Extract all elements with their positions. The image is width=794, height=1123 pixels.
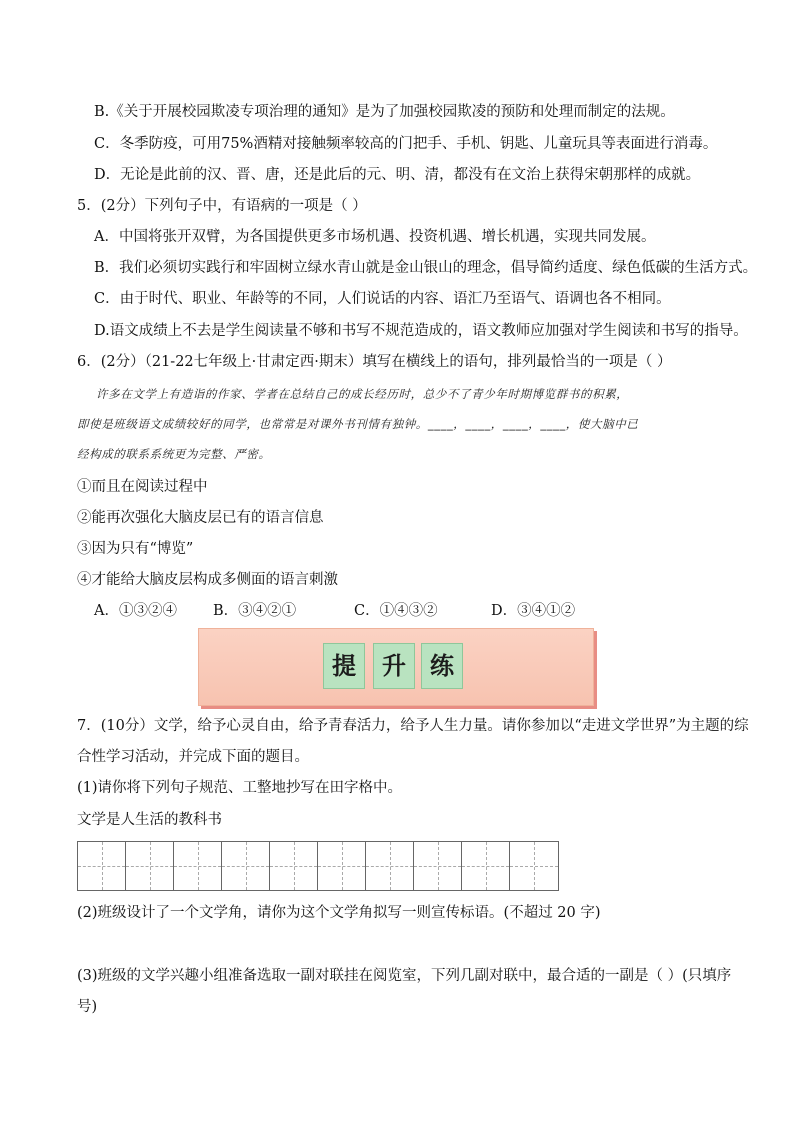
tianzige-grid[interactable] — [77, 841, 559, 891]
q6-option-a: A．①③②④ — [94, 603, 177, 619]
q6-option-c: C．①④③② — [354, 603, 438, 619]
q5-option-d: D.语文成绩上不去是学生阅读量不够和书写不规范造成的，语文教师应加强对学生阅读和书写的指导。 — [94, 323, 748, 339]
q4-option-d: D．无论是此前的汉、晋、唐，还是此后的元、明、清，都没有在文治上获得宋朝那样的成就。 — [94, 167, 701, 183]
q7-sub-question-3-line-2: 号) — [77, 999, 98, 1015]
banner-char-2: 升 — [373, 643, 415, 689]
q7-sub-question-1: (1)请你将下列句子规范、工整地抄写在田字格中。 — [77, 780, 403, 796]
q7-sub-question-2: (2)班级设计了一个文学角，请你为这个文学角拟写一则宣传标语。(不超过 20 字) — [77, 905, 601, 921]
tianzige-cell[interactable] — [270, 842, 318, 890]
q6-passage-line-3: 经构成的联系系统更为完整、严密。 — [77, 447, 271, 461]
q7-stem-line-1: 7．(10分）文学，给予心灵自由，给予青春活力，给予人生力量。请你参加以“走进文学世界”为主题的综 — [77, 718, 749, 734]
q6-item-3: ③因为只有“博览” — [77, 541, 194, 557]
q7-copy-sentence: 文学是人生活的教科书 — [77, 812, 222, 828]
banner-char-1: 提 — [323, 643, 365, 689]
q6-item-4: ④才能给大脑皮层构成多侧面的语言刺激 — [77, 572, 338, 588]
q6-item-2: ②能再次强化大脑皮层已有的语言信息 — [77, 510, 324, 526]
q7-sub-question-3-line-1: (3)班级的文学兴趣小组准备选取一副对联挂在阅览室，下列几副对联中，最合适的一副是（ ）(只填序 — [77, 968, 732, 984]
q6-stem: 6．(2分）（21-22七年级上·甘肃定西·期末）填写在横线上的语句，排列最恰当的一项是（ ） — [77, 354, 672, 370]
banner-char-3: 练 — [421, 643, 463, 689]
q5-option-a: A．中国将张开双臂，为各国提供更多市场机遇、投资机遇、增长机遇，实现共同发展。 — [94, 229, 656, 245]
tianzige-cell[interactable] — [222, 842, 270, 890]
tianzige-cell[interactable] — [462, 842, 510, 890]
q5-option-b: B．我们必须切实践行和牢固树立绿水青山就是金山银山的理念，倡导简约适度、绿色低碳的生活方式。 — [94, 260, 758, 276]
q5-stem: 5．(2分）下列句子中，有语病的一项是（ ） — [77, 198, 367, 214]
q4-option-b: B.《关于开展校园欺凌专项治理的通知》是为了加强校园欺凌的预防和处理而制定的法规。 — [94, 104, 675, 120]
q6-passage-line-2: 即使是班级语文成绩较好的同学，也常常是对课外书刊情有独钟。____，____，____，____，使大脑中已 — [77, 417, 639, 431]
q6-option-b: B．③④②① — [213, 603, 297, 619]
tianzige-cell[interactable] — [414, 842, 462, 890]
tianzige-cell[interactable] — [174, 842, 222, 890]
tianzige-cell[interactable] — [510, 842, 558, 890]
tianzige-cell[interactable] — [366, 842, 414, 890]
q4-option-c: C．冬季防疫，可用75%酒精对接触频率较高的门把手、手机、钥匙、儿童玩具等表面进行消毒。 — [94, 136, 718, 152]
section-banner — [198, 628, 594, 706]
q6-item-1: ①而且在阅读过程中 — [77, 479, 208, 495]
tianzige-cell[interactable] — [126, 842, 174, 890]
q5-option-c: C．由于时代、职业、年龄等的不同，人们说话的内容、语汇乃至语气、语调也各不相同。 — [94, 291, 671, 307]
q7-stem-line-2: 合性学习活动，并完成下面的题目。 — [77, 749, 309, 765]
q6-option-d: D．③④①② — [491, 603, 576, 619]
tianzige-cell[interactable] — [318, 842, 366, 890]
q6-passage-line-1: 许多在文学上有造诣的作家、学者在总结自己的成长经历时，总少不了青少年时期博览群书的积累， — [96, 387, 629, 401]
tianzige-cell[interactable] — [78, 842, 126, 890]
